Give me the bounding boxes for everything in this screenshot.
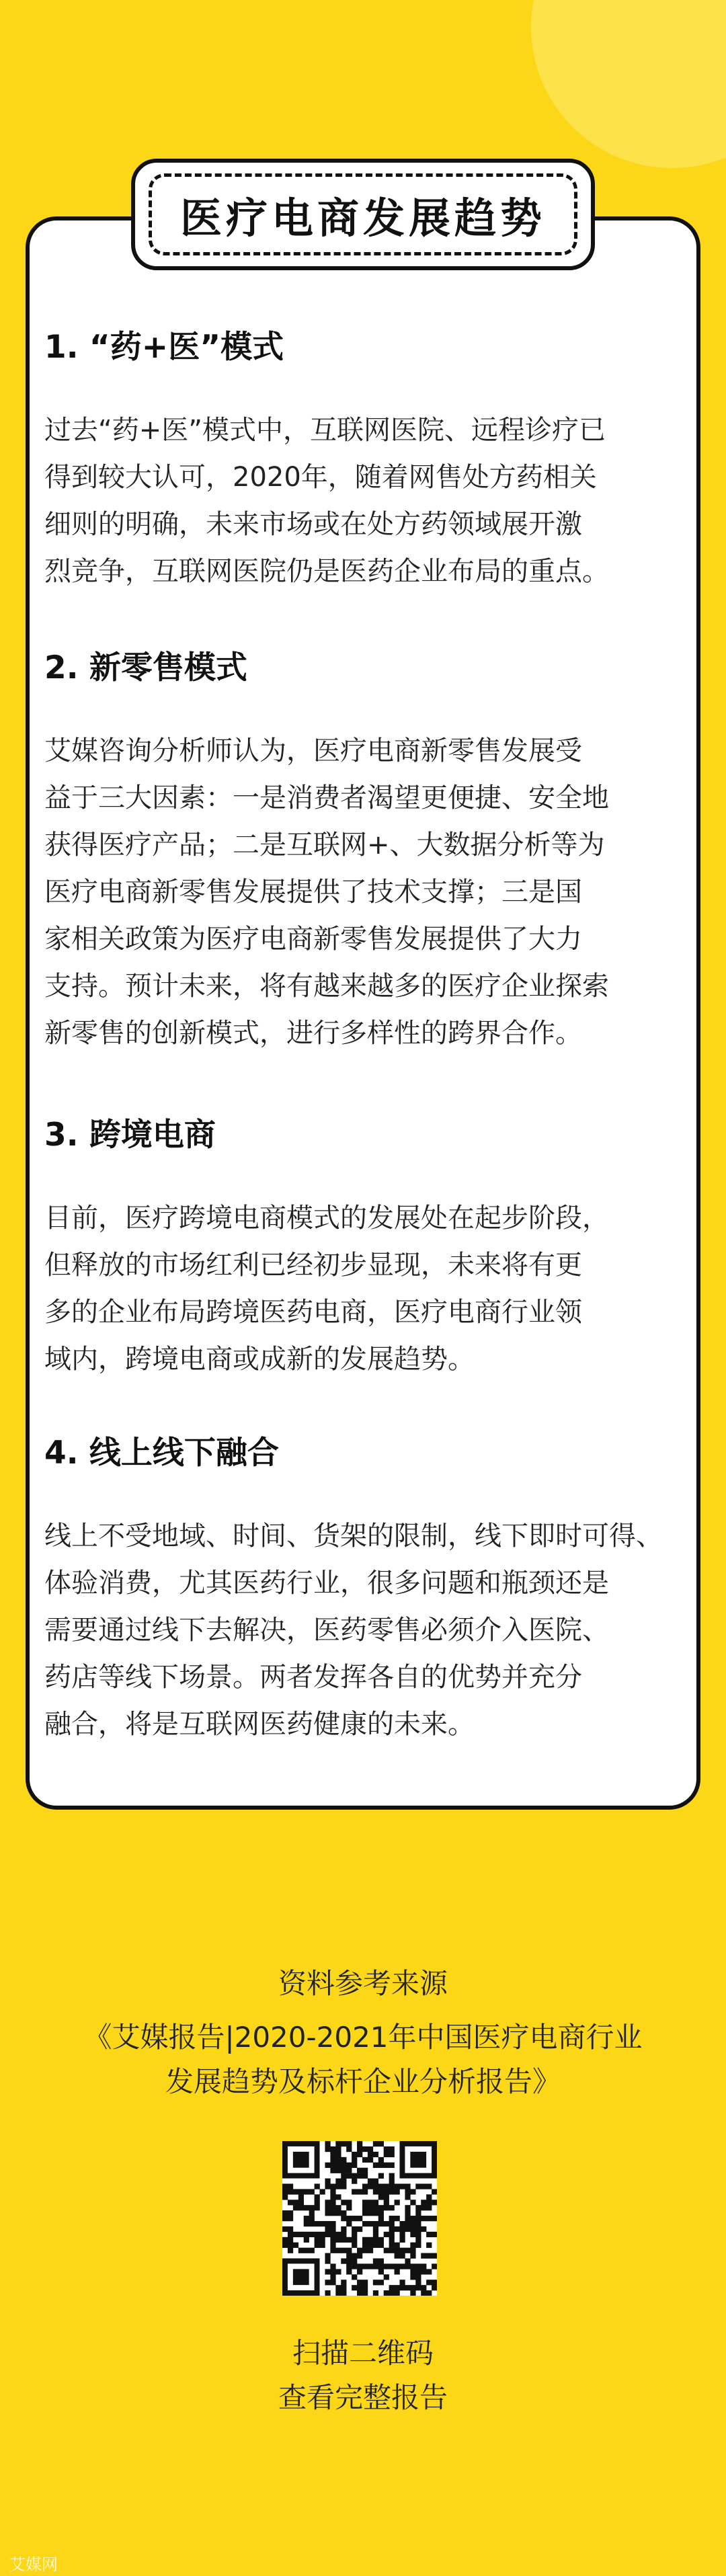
section-heading: 3. 跨境电商 — [44, 1117, 216, 1154]
qr-code-image — [282, 2141, 437, 2296]
section-paragraph — [44, 407, 683, 595]
paragraph-line: 需要通过线下去解决，医药零售必须介入医院、 — [44, 1615, 609, 1646]
scan-instruction: 查看完整报告 — [278, 2381, 448, 2414]
paragraph-line: 药店等线下场景。两者发挥各自的优势并充分 — [44, 1662, 582, 1693]
paragraph-line: 医疗电商新零售发展提供了技术支撑；三是国 — [44, 877, 582, 908]
report-title-line: 《艾媒报告|2020-2021年中国医疗电商行业 — [83, 2021, 643, 2054]
paragraph-line: 线上不受地域、时间、货架的限制，线下即时可得、 — [44, 1521, 663, 1552]
paragraph-line: 烈竞争，互联网医院仍是医药企业布局的重点。 — [44, 556, 609, 587]
section-heading: 2. 新零售模式 — [44, 649, 247, 686]
paragraph-line: 但释放的市场红利已经初步显现，未来将有更 — [44, 1250, 582, 1281]
source-label: 资料参考来源 — [278, 1967, 448, 2000]
title-banner — [131, 159, 595, 270]
paragraph-line: 新零售的创新模式，进行多样性的跨界合作。 — [44, 1018, 582, 1049]
source-section — [0, 1962, 726, 2104]
section-paragraph — [44, 1195, 683, 1383]
qr-code[interactable] — [282, 2141, 437, 2296]
paragraph-line: 过去“药+医”模式中，互联网医院、远程诊疗已 — [44, 415, 606, 446]
section-heading: 1. “药+医”模式 — [44, 329, 284, 366]
scan-section — [0, 2331, 726, 2420]
background-decor-circle — [531, 0, 726, 168]
paragraph-line: 融合，将是互联网医药健康的未来。 — [44, 1709, 475, 1740]
section-paragraph — [44, 727, 683, 1057]
paragraph-line: 益于三大因素：一是消费者渴望更便捷、安全地 — [44, 782, 609, 813]
section-cross-border — [44, 1114, 683, 1383]
report-title-line: 发展趋势及标杆企业分析报告》 — [165, 2065, 561, 2098]
watermark: 艾媒网 — [9, 2555, 58, 2574]
paragraph-line: 多的企业布局跨境医药电商，医疗电商行业领 — [44, 1297, 582, 1328]
paragraph-line: 支持。预计未来，将有越来越多的医疗企业探索 — [44, 971, 609, 1002]
section-heading: 4. 线上线下融合 — [44, 1435, 279, 1472]
paragraph-line: 获得医疗产品；二是互联网+、大数据分析等为 — [44, 830, 605, 860]
section-paragraph — [44, 1513, 683, 1748]
section-online-offline — [44, 1432, 683, 1748]
section-yao-yi-model — [44, 326, 683, 595]
paragraph-line: 域内，跨境电商或成新的发展趋势。 — [44, 1344, 475, 1375]
paragraph-line: 艾媒咨询分析师认为，医疗电商新零售发展受 — [44, 735, 582, 766]
scan-instruction: 扫描二维码 — [292, 2337, 434, 2370]
paragraph-line: 得到较大认可，2020年，随着网售处方药相关 — [44, 462, 597, 493]
section-new-retail — [44, 647, 683, 1057]
paragraph-line: 体验消费，尤其医药行业，很多问题和瓶颈还是 — [44, 1568, 609, 1599]
paragraph-line: 细则的明确，未来市场或在处方药领域展开激 — [44, 509, 582, 540]
paragraph-line: 家相关政策为医疗电商新零售发展提供了大力 — [44, 924, 582, 955]
paragraph-line: 目前，医疗跨境电商模式的发展处在起步阶段， — [44, 1203, 609, 1234]
page-title: 医疗电商发展趋势 — [179, 193, 546, 243]
